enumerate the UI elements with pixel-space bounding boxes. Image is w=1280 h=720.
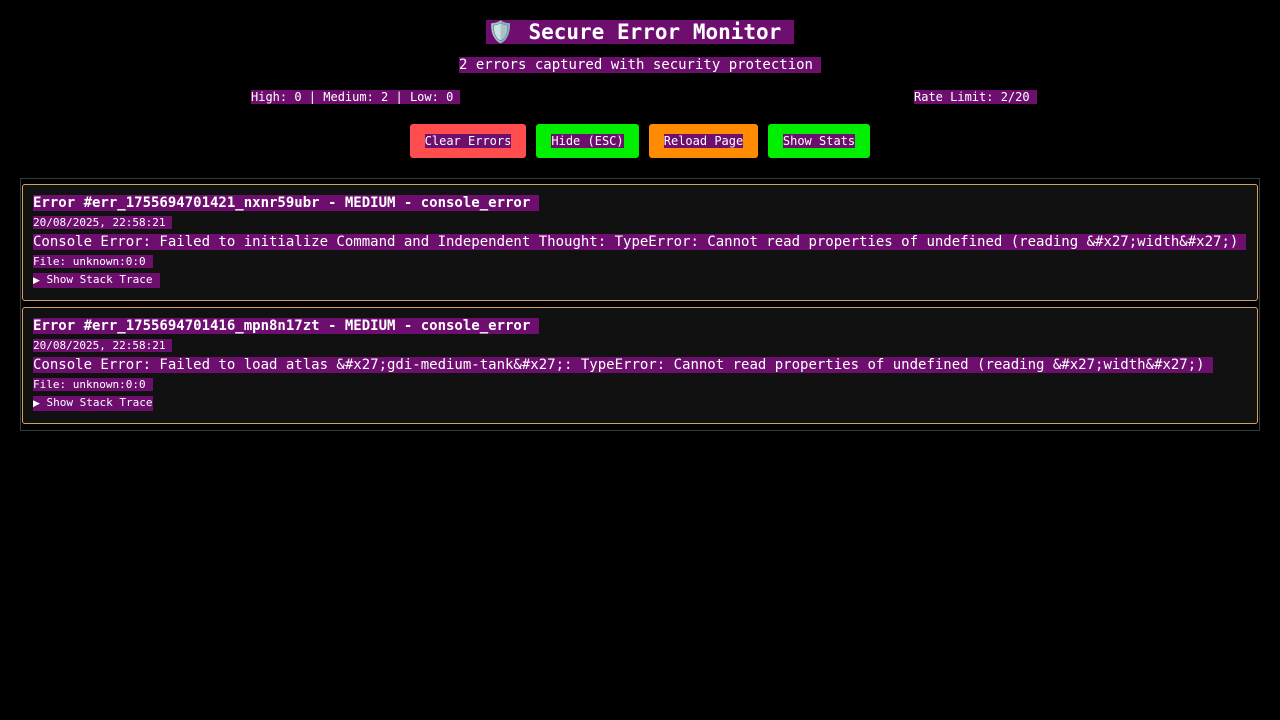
page-title-text: Secure Error Monitor [528, 20, 782, 44]
error-list[interactable] [20, 178, 1260, 431]
error-message: Console Error: Failed to initialize Command and Independent Thought: TypeError: Cannot read properties of undefined (reading &#x27;width&#x27;) [33, 234, 1246, 250]
shield-icon: 🛡️ [487, 20, 514, 44]
error-timestamp: 20/08/2025, 22:58:21 [33, 216, 172, 229]
triangle-right-icon: ▶ [33, 399, 40, 409]
page-title [486, 20, 795, 44]
error-title: Error #err_1755694701421_nxnr59ubr - MEDIUM - console_error [33, 195, 539, 211]
error-title: Error #err_1755694701416_mpn8n17zt - MEDIUM - console_error [33, 318, 539, 334]
error-card [22, 184, 1258, 301]
hide-label: Hide (ESC) [551, 134, 624, 148]
stack-trace-label: Show Stack Trace [46, 273, 153, 286]
stack-trace-label: Show Stack Trace [46, 396, 153, 409]
error-timestamp: 20/08/2025, 22:58:21 [33, 339, 172, 352]
subtitle-row [0, 54, 1280, 73]
error-message: Console Error: Failed to load atlas &#x27;gdi-medium-tank&#x27;: TypeError: Cannot read properties of undefined (reading &#x27;width&#x27;) [33, 357, 1213, 373]
show-stats-button[interactable] [768, 124, 870, 158]
error-count-subtitle: 2 errors captured with security protection [459, 57, 821, 73]
triangle-right-icon: ▶ [33, 276, 40, 286]
hide-button[interactable] [536, 124, 639, 158]
clear-errors-button[interactable] [410, 124, 526, 158]
show-stats-label: Show Stats [782, 134, 856, 148]
error-file: File: unknown:0:0 [33, 378, 153, 391]
error-file: File: unknown:0:0 [33, 255, 153, 268]
rate-limit: Rate Limit: 2/20 [914, 90, 1037, 104]
reload-page-label: Reload Page [663, 134, 744, 148]
header [0, 20, 1280, 44]
reload-page-button[interactable] [649, 124, 758, 158]
severity-summary: High: 0 | Medium: 2 | Low: 0 [251, 90, 460, 104]
error-card [22, 307, 1258, 424]
clear-errors-label: Clear Errors [424, 134, 512, 148]
show-stack-trace-toggle[interactable] [33, 273, 160, 288]
show-stack-trace-toggle[interactable] [33, 396, 153, 411]
